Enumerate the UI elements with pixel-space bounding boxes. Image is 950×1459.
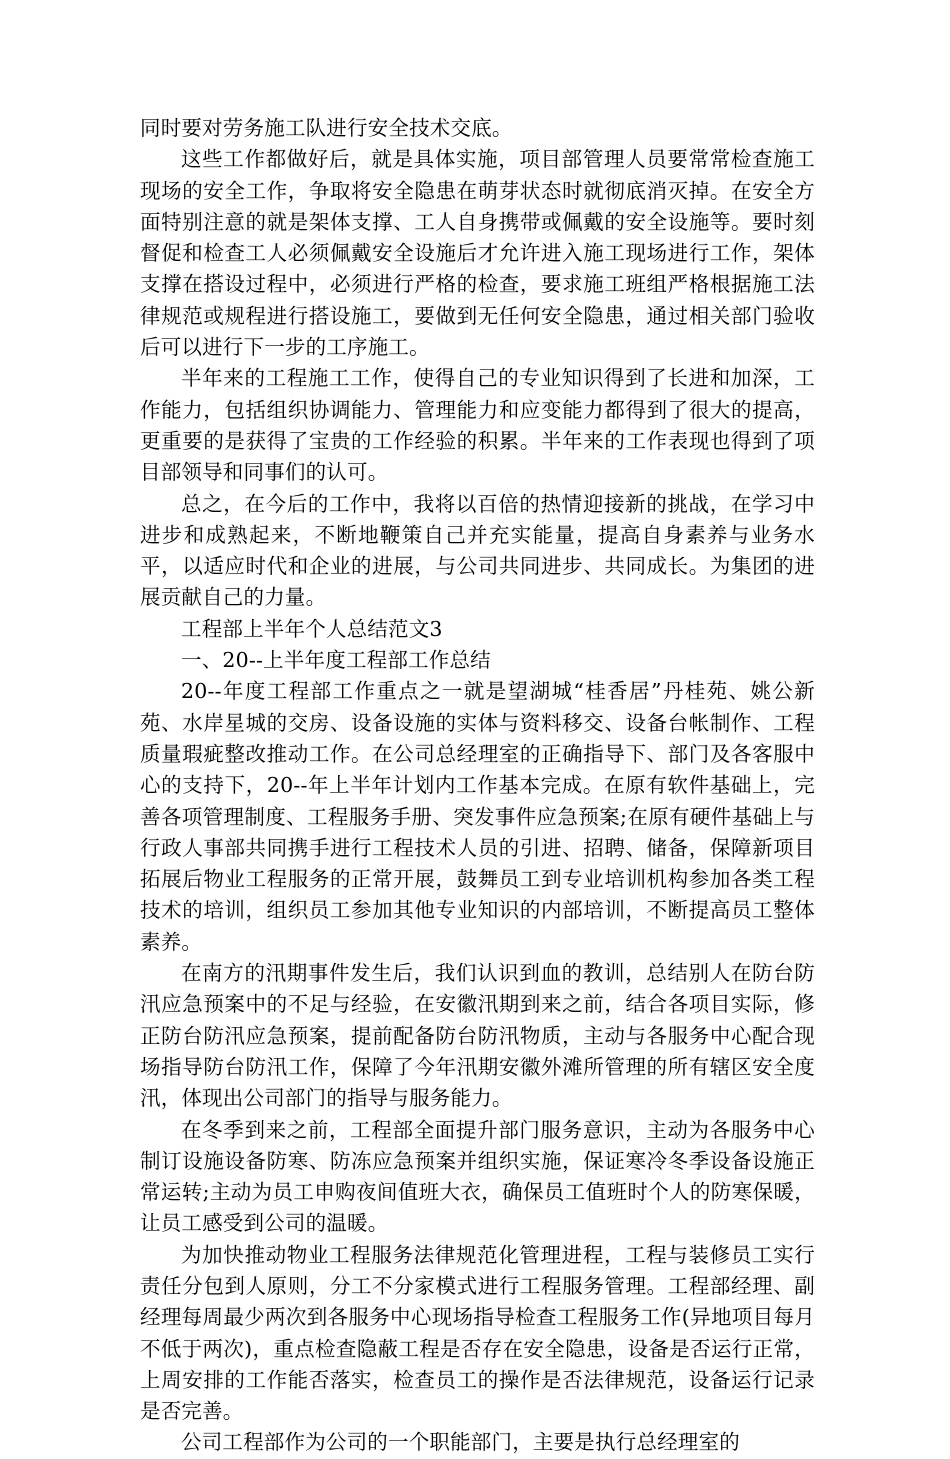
- paragraph: 在南方的汛期事件发生后，我们认识到血的教训，总结别人在防台防汛应急预案中的不足与经验，在安徽汛期到来之前，结合各项目实际，修正防台防汛应急预案，提前配备防台防汛物质，主动与各服务中心配合现场指导防台防汛工作，保障了今年汛期安徽外滩所管理的所有辖区安全度汛，体现出公司部门的指导与服务能力。: [140, 961, 815, 1111]
- subsection-heading: 一、20--上半年度工程部工作总结: [181, 648, 491, 673]
- paragraph: 同时要对劳务施工队进行安全技术交底。: [140, 116, 513, 140]
- paragraph: 这些工作都做好后，就是具体实施，项目部管理人员要常常检查施工现场的安全工作，争取将安全隐患在萌芽状态时就彻底消灭掉。在安全方面特别注意的就是架体支撑、工人自身携带或佩戴的安全设施等。要时刻督促和检查工人必须佩戴安全设施后才允许进入施工现场进行工作，架体支撑在搭设过程中，必须进行严格的检查，要求施工班组严格根据施工法律规范或规程进行搭设施工，要做到无任何安全隐患，通过相关部门验收后可以进行下一步的工序施工。: [140, 147, 815, 360]
- paragraph: 公司工程部作为公司的一个职能部门，主要是执行总经理室的: [181, 1430, 740, 1455]
- paragraph: 为加快推动物业工程服务法律规范化管理进程，工程与装修员工实行责任分包到人原则，分工不分家模式进行工程服务管理。工程部经理、副经理每周最少两次到各服务中心现场指导检查工程服务工作(异地项目每月不低于两次)，重点检查隐蔽工程是否存在安全隐患，设备是否运行正常，上周安排的工作能否落实，检查员工的操作是否法律规范，设备运行记录是否完善。: [140, 1242, 815, 1424]
- paragraph: 在冬季到来之前，工程部全面提升部门服务意识，主动为各服务中心制订设施设备防寒、防冻应急预案并组织实施，保证寒冷冬季设备设施正常运转;主动为员工申购夜间值班大衣，确保员工值班时个人的防寒保暖，让员工感受到公司的温暖。: [140, 1117, 815, 1236]
- document-body: [140, 113, 815, 1459]
- section-heading: 工程部上半年个人总结范文3: [181, 616, 443, 641]
- paragraph: 20--年度工程部工作重点之一就是望湖城“桂香居”丹桂苑、姚公新苑、水岸星城的交房、设备设施的实体与资料移交、设备台帐制作、工程质量瑕疵整改推动工作。在公司总经理室的正确指导下、部门及各客服中心的支持下，20--年上半年计划内工作基本完成。在原有软件基础上，完善各项管理制度、工程服务手册、突发事件应急预案;在原有硬件基础上与行政人事部共同携手进行工程技术人员的引进、招聘、储备，保障新项目拓展后物业工程服务的正常开展，鼓舞员工到专业培训机构参加各类工程技术的培训，组织员工参加其他专业知识的内部培训，不断提高员工整体素养。: [140, 679, 815, 954]
- paragraph: 总之，在今后的工作中，我将以百倍的热情迎接新的挑战，在学习中进步和成熟起来，不断地鞭策自己并充实能量，提高自身素养与业务水平，以适应时代和企业的进展，与公司共同进步、共同成长。为集团的进展贡献自己的力量。: [140, 491, 815, 610]
- paragraph: 半年来的工程施工工作，使得自己的专业知识得到了长进和加深，工作能力，包括组织协调能力、管理能力和应变能力都得到了很大的提高，更重要的是获得了宝贵的工作经验的积累。半年来的工作表现也得到了项目部领导和同事们的认可。: [140, 366, 815, 485]
